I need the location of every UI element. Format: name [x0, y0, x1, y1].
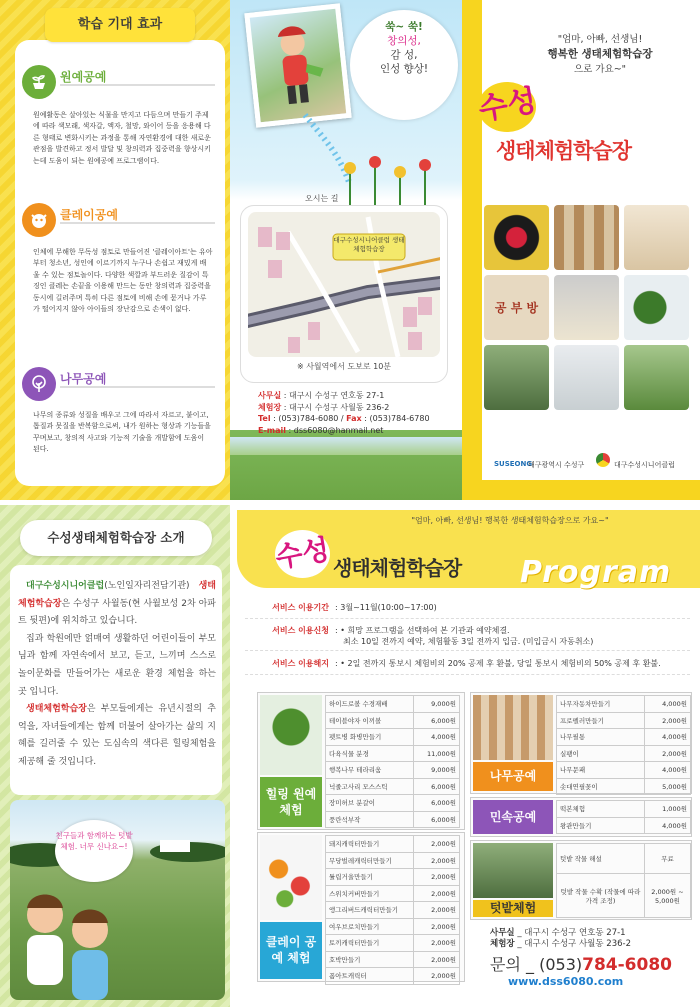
garden-plot-tag: 텃밭체험	[473, 900, 553, 917]
section-title-clay: 클레이공예	[60, 208, 215, 224]
program-price: 9,000원	[414, 696, 460, 713]
program-logo-sub: 생태체험학습장	[333, 556, 462, 580]
price-row	[326, 852, 460, 869]
garden-plot-price: 2,000원 ~ 5,000원	[645, 874, 691, 918]
intro-text	[18, 578, 216, 772]
email-label: E-mail	[258, 425, 287, 435]
map-destination-label: 대구수성시니어클럽 생태체험학습장	[333, 236, 405, 253]
intro-org-type: (노인일자리전담기관)	[104, 581, 190, 591]
program-item: 토끼캐릭터만들기	[326, 935, 414, 952]
garden-plot-item: 텃밭 작물 해설	[557, 844, 645, 874]
program-price: 6,000원	[414, 811, 460, 828]
service-apply-label: 서비스 이용신청	[272, 626, 329, 635]
program-item: 튤립거울만들기	[326, 869, 414, 886]
service-period-label: 서비스 이용기간	[272, 603, 329, 612]
activity-photo	[484, 205, 549, 270]
fax-label: Fax	[346, 414, 362, 423]
intro-org: 대구수성시니어클럽	[26, 581, 105, 591]
program-price: 6,000원	[414, 795, 460, 812]
price-row	[557, 778, 691, 795]
program-price: 11,000원	[414, 745, 460, 762]
service-cancel-row: 서비스 이용해지 : • 2일 전까지 통보시 체험비의 20% 공제 후 환불, 당일 통보시 체험비의 50% 공제 후 환불.	[245, 658, 690, 675]
price-row	[557, 801, 691, 818]
activity-photo-grid	[484, 205, 692, 410]
phone-number[interactable]: 784-6080	[582, 955, 672, 975]
program-price: 2,000원	[645, 712, 691, 729]
senior-club-logo-icon	[596, 453, 610, 467]
activity-photo	[554, 345, 619, 410]
gardening-tag: 힐링 원예 체험	[260, 777, 322, 827]
program-price: 2,000원	[414, 918, 460, 935]
intro-text-2: 집과 학원에만 얽매여 생활하던 어린이들이 부모님과 함께 자연속에서 보고, 듣고, 느끼며 스스로 놀이문화를 만들어가는 새로운 환경 체험을 하는 곳 입니다.	[18, 633, 216, 697]
program-item: 풍란석부작	[326, 811, 414, 828]
cloud-line-4: 인성 향상!	[379, 63, 429, 75]
intro-site-name: 생태체험학습장	[18, 581, 216, 609]
intro-site-name-2: 생태체험학습장	[26, 704, 87, 715]
program-price: 4,000원	[645, 762, 691, 779]
price-row	[326, 869, 460, 886]
grass-field-strip	[230, 437, 462, 455]
activity-photo	[624, 205, 689, 270]
senior-club-name: 대구수성시니어클럽	[614, 461, 675, 469]
wood-photo	[473, 695, 553, 760]
program-price: 6,000원	[414, 712, 460, 729]
folk-price-table	[556, 800, 691, 834]
price-row	[557, 696, 691, 713]
program-price: 2,000원	[645, 745, 691, 762]
service-apply-value-1: • 희망 프로그램을 선택하여 본 기관과 예약체결.	[340, 626, 510, 635]
cover-quote-line-1: "엄마, 아빠, 선생님!	[557, 34, 643, 45]
price-row	[326, 712, 460, 729]
activity-photo	[554, 275, 619, 340]
service-apply-row: 서비스 이용신청 : • 희망 프로그램을 선택하여 본 기관과 예약체결. 최소 10일 전까지 예약, 체험활동 3일 전까지 입금. (미입금시 자동취소)	[245, 625, 690, 651]
program-price: 4,000원	[645, 729, 691, 746]
program-item: 돼지캐릭터만들기	[326, 836, 414, 853]
wood-price-table	[556, 695, 691, 795]
program-item: 솟대연필꽂이	[557, 778, 645, 795]
program-item: 넉줄고사리 모스스틱	[326, 778, 414, 795]
cloud-text	[355, 20, 453, 76]
clay-tag: 클레이 공예 체험	[260, 922, 322, 979]
price-row	[557, 817, 691, 834]
intro-header: 수성생태체험학습장 소개	[20, 520, 212, 556]
district-name: 대구광역시 수성구	[528, 461, 585, 469]
footer-site-label: 체험장	[490, 939, 515, 949]
cloud-line-2: 창의성,	[387, 35, 421, 47]
garden-plot-photo	[473, 843, 553, 898]
email-address: dss6080@hanmail.net	[293, 425, 384, 435]
program-price: 6,000원	[414, 778, 460, 795]
office-label: 사무실	[258, 391, 282, 400]
program-quote: "엄마, 아빠, 선생님! 행복한 생태체험학습장으로 가요~"	[411, 516, 609, 525]
program-price: 2,000원	[414, 852, 460, 869]
price-row	[326, 968, 460, 985]
folk-tag: 민속공예	[473, 800, 553, 834]
location-map	[248, 212, 440, 357]
program-price: 9,000원	[414, 762, 460, 779]
program-item: 실팽이	[557, 745, 645, 762]
price-row	[326, 795, 460, 812]
gardening-price-table	[325, 695, 460, 828]
tel-number: (053)784-6080	[278, 414, 339, 423]
program-item: 무당벌레캐릭터만들기	[326, 852, 414, 869]
program-item: 호박만들기	[326, 951, 414, 968]
program-item: 떡본체험	[557, 801, 645, 818]
price-row	[326, 902, 460, 919]
gardening-photo	[260, 695, 322, 775]
cover-quote-line-3: 으로 가요~"	[573, 64, 627, 75]
fax-number: (053)784-6780	[369, 414, 430, 423]
program-item: 펫트병 화병만들기	[326, 729, 414, 746]
wood-tag: 나무공예	[473, 762, 553, 791]
price-row	[326, 811, 460, 828]
site-label: 체험장	[258, 402, 282, 412]
price-row	[326, 696, 460, 713]
activity-photo	[484, 345, 549, 410]
program-price: 2,000원	[414, 885, 460, 902]
intro-text-3: 은 부모들에게는 유년시절의 추억을, 자녀들에게는 함께 더불어 살아가는 삶의 지혜를 길러줄 수 있는 도심속의 색다른 힐링체험을 제공해 줄 것입니다.	[18, 704, 216, 767]
program-item: 하이드로볼 수경재배	[326, 696, 414, 713]
price-row	[326, 836, 460, 853]
program-price: 1,000원	[645, 801, 691, 818]
suseong-logo-text: SUSEONG	[494, 460, 533, 468]
section-text-wood: 나무의 종류와 성질을 배우고 그에 따라서 자르고, 붙이고, 톱질과 못질을 반복함으로써, 내가 원하는 형상과 기능들을 꾸며보고, 창의적 사고와 기능적 기술을 개발함에 도움이 된다.	[33, 411, 211, 454]
price-row	[557, 729, 691, 746]
service-apply-value-2: 최소 10일 전까지 예약, 체험활동 3일 전까지 입금. (미입금시 자동취소)	[343, 637, 594, 646]
price-row	[557, 745, 691, 762]
activity-photo	[624, 345, 689, 410]
program-price: 2,000원	[414, 935, 460, 952]
cloud-line-3: 감 성,	[390, 49, 418, 61]
program-price: 5,000원	[645, 778, 691, 795]
program-price: 4,000원	[645, 817, 691, 834]
program-price: 2,000원	[414, 951, 460, 968]
intro-text-1: 은 수성구 사월동(현 사월보성 2차 아파트 뒷편)에 위치하고 있습니다.	[18, 598, 216, 627]
section-title-gardening: 원예공예	[60, 70, 215, 86]
cloud-line-1: 쑥~ 쑥!	[385, 21, 423, 33]
price-row	[326, 885, 460, 902]
clay-photo	[260, 835, 322, 920]
program-item: 왕관만들기	[557, 817, 645, 834]
program-item: 앵그리버드캐릭터만들기	[326, 902, 414, 919]
program-item: 다육식물 분경	[326, 745, 414, 762]
phone-line: 문의 _ (053)784-6080	[490, 955, 672, 975]
section-text-gardening: 원예활동은 살아있는 식물을 만지고 다듬으며 만들기 주제에 따라 색모래, 색자갈, 액자, 철망, 와이어 등을 응용해 다른 형태로 변화시키는 과정을 통해 자연환경에 대한 새로운 관점을 발견하고 정서 발달 및 창의력과 집중력을 향상시키는데 도움이 되는 원예공예 프로그램이다.	[33, 111, 211, 165]
price-row	[326, 729, 460, 746]
price-row	[326, 762, 460, 779]
tree-icon	[22, 367, 56, 401]
program-item: 프로펠러만들기	[557, 712, 645, 729]
program-price: 4,000원	[645, 696, 691, 713]
price-row	[557, 712, 691, 729]
contact-block: 사무실 : 대구시 수성구 연호동 27-1 체험장 : 대구시 수성구 사월동 236-2 Tel : (053)784-6080 / Fax : (053)784-6780 E-mail : dss6080@hanmail.net	[258, 391, 430, 435]
service-cancel-label: 서비스 이용해지	[272, 659, 329, 668]
program-item: 나무자동차만들기	[557, 696, 645, 713]
cover-logo-main: 수성	[476, 83, 540, 128]
program-title: Program	[520, 555, 672, 590]
price-row	[326, 745, 460, 762]
section-title-wood: 나무공예	[60, 372, 215, 388]
kids-speech-bubble: 친구들과 함께하는 텃밭체험. 너무 신나요~!	[55, 820, 133, 882]
program-contact: 사무실 _ 대구시 수성구 연호동 27-1 체험장 _ 대구시 수성구 사월동 236-2	[490, 928, 632, 949]
program-item: 행복나무 테라리움	[326, 762, 414, 779]
program-price: 2,000원	[414, 869, 460, 886]
clay-face-icon	[22, 203, 56, 237]
service-period-value: 3월~11월(10:00~17:00)	[340, 603, 437, 612]
map-caption: ※ 사월역에서 도보로 10분	[296, 362, 392, 371]
program-logo-main: 수성	[272, 532, 332, 575]
office-address: 대구시 수성구 연호동 27-1	[288, 391, 385, 400]
activity-photo	[624, 275, 689, 340]
phone-label: 문의	[490, 955, 521, 974]
price-row	[557, 762, 691, 779]
program-price: 2,000원	[414, 968, 460, 985]
program-item: 여우브로치만들기	[326, 918, 414, 935]
garden-plot-price-table	[556, 843, 691, 918]
footer-office-address: 대구시 수성구 연호동 27-1	[524, 928, 626, 938]
program-item: 스위치커버만들기	[326, 885, 414, 902]
cover-quote	[500, 32, 700, 77]
directions-label: 오시는 길	[305, 194, 339, 203]
service-cancel-value: • 2일 전까지 통보시 체험비의 20% 공제 후 환불, 당일 통보시 체험비의 50% 공제 후 환불.	[340, 659, 661, 668]
program-item: 폼아트캐릭터	[326, 968, 414, 985]
section-text-clay: 인체에 무해한 무독성 점토로 만들어진 '클레이아트'는 유아부터 청소년, 성인에 이르기까지 누구나 손쉽고 재밌게 배울 수 있는 점토놀이다. 다양한 색깔과 부드러운 질감이 특징인 클레는 손끝을 이용해 만드는 동안 창의력과 집중력을 동시에 길러주며 특히 다른 점토에 비해 손에 묻거나 가루가 떨어지지 않아 아이들의 장난감으로 손색이 없다.	[33, 248, 213, 314]
flower-illustration	[330, 150, 450, 205]
program-price: 2,000원	[414, 902, 460, 919]
program-item: 장미허브 분갈이	[326, 795, 414, 812]
price-row	[326, 778, 460, 795]
activity-photo	[554, 205, 619, 270]
plant-icon	[22, 65, 56, 99]
phone-area: (053)	[539, 955, 583, 974]
footer-office-label: 사무실	[490, 928, 515, 938]
program-price: 4,000원	[414, 729, 460, 746]
activity-photo-signboard: 공 부 방	[484, 275, 549, 340]
garden-plot-price: 무료	[645, 844, 691, 874]
effects-header: 학습 기대 효과	[45, 8, 195, 42]
website-link[interactable]: www.dss6080.com	[508, 975, 624, 988]
program-item: 테이블야자 이끼볼	[326, 712, 414, 729]
price-row	[326, 951, 460, 968]
program-item: 나무문패	[557, 762, 645, 779]
cover-logo-sub: 생태체험학습장	[496, 139, 632, 163]
cover-quote-line-2: 행복한 생태체험학습장	[547, 48, 653, 60]
footer-site-address: 대구시 수성구 사월동 236-2	[524, 939, 632, 949]
program-item: 나무필통	[557, 729, 645, 746]
tel-label: Tel	[258, 414, 271, 423]
price-row	[326, 935, 460, 952]
site-address: 대구시 수성구 사월동 236-2	[288, 402, 390, 412]
clay-price-table	[325, 835, 460, 985]
program-price: 2,000원	[414, 836, 460, 853]
price-row	[326, 918, 460, 935]
garden-plot-item: 텃밭 작물 수확 (작물에 따라 가격 조정)	[557, 874, 645, 918]
service-period-row: 서비스 이용기간 : 3월~11월(10:00~17:00)	[245, 602, 690, 619]
